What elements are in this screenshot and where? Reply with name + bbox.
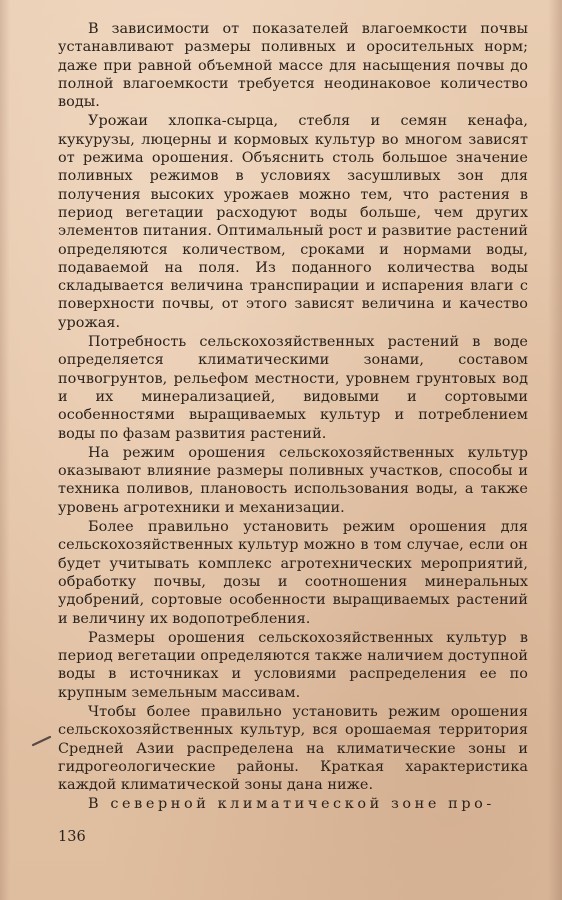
paragraph-2: Урожаи хлопка-сырца, стебля и семян кенафа, кукурузы, люцерны и кормовых культур во многом зависят от режима орошения. Объяснить столь большое значение поливных режимов в условиях засушливых зон для получения высоких урожаев можно тем, что растения в период вегетации расходуют воды больше, чем других элементов питания. Оптимальный рост и развитие растений определяются количеством, сроками и нормами воды, подаваемой на поля. Из поданного количества воды складывается величина транспирации и испарения влаги с поверхности почвы, от этого зависят величина и качество урожая.	[58, 113, 528, 331]
pencil-mark-icon	[31, 735, 53, 747]
paragraph-6: Размеры орошения сельскохозяйственных культур в период вегетации определяются также наличием доступной воды в источниках и условиями распределения ее по крупным земельным массивам.	[58, 629, 528, 701]
paragraph-7: Чтобы более правильно установить режим орошения сельскохозяйственных культур, вся орошаемая территория Средней Азии распределена на климатические зоны и гидрогеологические районы. Краткая характеристика каждой климатической зоны дана ниже.	[58, 703, 528, 794]
page-number: 136	[58, 829, 86, 845]
paragraph-1: В зависимости от показателей влагоемкости почвы устанавливают размеры поливных и оросительных норм; даже при равной объемной массе для насыщения почвы до полной влагоемкости требуется неодинаковое количество воды.	[58, 21, 528, 111]
paragraph-3: Потребность сельскохозяйственных растений в воде определяется климатическими зонами, составом почвогрунтов, рельефом местности, уровнем грунтовых вод и их минерализацией, видовыми и сортовыми особенностями выращиваемых культур и потреблением воды по фазам развития растений.	[58, 334, 528, 442]
page-edge-shadow-right	[548, 0, 562, 900]
last-line: В северной климатической зоне про-	[88, 796, 495, 813]
page-text	[58, 20, 528, 815]
paragraph-4: На режим орошения сельскохозяйственных культур оказывают влияние размеры поливных участков, способы и техника поливов, плановость использования воды, а также уровень агротехники и механизации.	[58, 444, 528, 516]
page-edge-shadow-left	[0, 0, 10, 900]
paragraph-5: Более правильно установить режим орошения для сельскохозяйственных культур можно в том случае, если он будет учитывать комплекс агротехнических мероприятий, обработку почвы, дозы и соотношения минеральных удобрений, сортовые особенности выращиваемых растений и величину их водопотребления.	[58, 519, 528, 627]
